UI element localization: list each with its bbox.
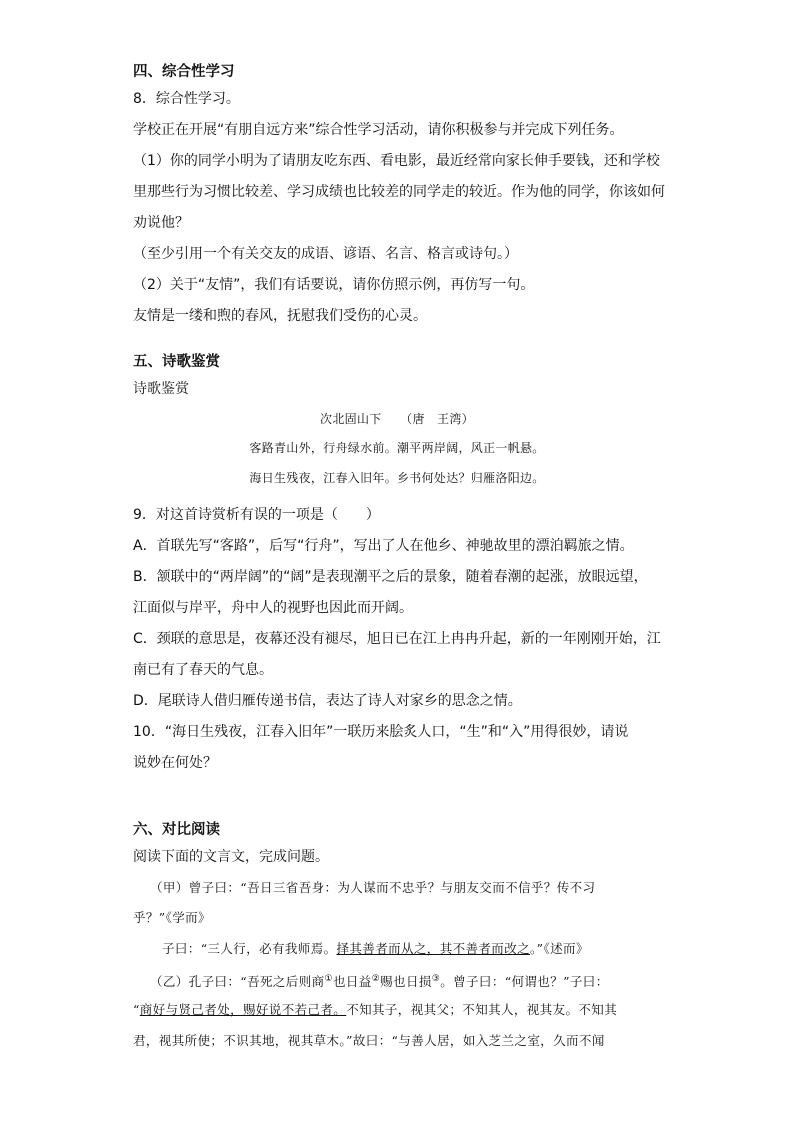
- question-8-title: 8．综合性学习。: [133, 91, 240, 107]
- passage-yi-line2: [133, 1000, 617, 1020]
- section-heading-4: 四、综合性学习: [133, 64, 235, 80]
- section6-intro: 阅读下面的文言文，完成问题。: [133, 849, 329, 865]
- question-10-line1: 10．“海日生残夜，江春入旧年”一联历来脍炙人口，“生”和“入”用得很妙，请说: [133, 724, 629, 740]
- q9-option-c-line1: C．颈联的意思是，夜幕还没有褪尽，旭日已在江上冉冉升起，新的一年刚刚开始，江: [133, 631, 661, 647]
- passage-yi-text-d: 。曾子曰：“何谓也？”子曰：: [440, 974, 609, 990]
- passage-yi-text-a: （乙）孔子曰：“吾死之后则商: [150, 974, 325, 990]
- q9-option-a: A．首联先写“客路”，后写“行舟”，写出了人在他乡、神驰故里的漂泊羁旅之情。: [133, 538, 634, 554]
- footnote-marker-3: ③: [431, 974, 441, 984]
- footnote-marker-2: ②: [371, 974, 381, 984]
- underlined-sentence-1: 择其善者而从之，其不善者而改之: [336, 941, 531, 956]
- q9-option-b-line2: 江面似与岸平，舟中人的视野也因此而开阔。: [133, 600, 413, 616]
- passage-jia-line2: 乎？”《学而》: [133, 910, 211, 925]
- passage-yi-text-b: 也日益: [332, 974, 372, 990]
- q9-option-d: D．尾联诗人借归雁传递书信，表达了诗人对家乡的思念之情。: [133, 693, 522, 709]
- passage-zi-text: 子曰：“三人行，必有我师焉。: [162, 941, 337, 956]
- q8-task1-line1: （1）你的同学小明为了请朋友吃东西、看电影，最近经常向家长伸手要钱，还和学校: [133, 153, 660, 169]
- q8-task1-line2: 里那些行为习惯比较差、学习成绩也比较差的同学走的较近。作为他的同学，你该如何: [133, 184, 665, 200]
- section5-subtitle: 诗歌鉴赏: [133, 381, 189, 397]
- passage-yi-line3: 君，视其所使；不识其地，视其草木。”故曰：“与善人居，如入芝兰之室，久而不闻: [133, 1033, 605, 1048]
- section-heading-5: 五、诗歌鉴赏: [133, 354, 220, 370]
- q8-example: 友情是一缕和煦的春风，抚慰我们受伤的心灵。: [133, 308, 427, 324]
- question-10-line2: 说妙在何处？: [133, 755, 217, 771]
- passage-zi-line: [162, 939, 589, 959]
- q9-option-b-line1: B．颔联中的“两岸阔”的“阔”是表现潮平之后的景象，随着春潮的起涨，放眼远望，: [133, 569, 648, 585]
- footnote-marker-1: ①: [324, 974, 333, 984]
- passage-yi-text-c: 赐也日损: [380, 974, 432, 990]
- passage-yi-line1: [150, 969, 609, 992]
- q9-option-c-line2: 南已有了春天的气息。: [133, 662, 273, 678]
- poem-line-2: 海日生残夜，江春入旧年。乡书何处达？归雁洛阳边。: [249, 471, 545, 485]
- underlined-sentence-2: 商好与贤己者处，赐好说不若己者。: [139, 1002, 347, 1017]
- q8-task1-line3: 劝说他？: [133, 215, 189, 231]
- passage-yi-text-e: 不知其子，视其父；不知其人，视其友。不知其: [346, 1002, 618, 1017]
- poem-title: 次北固山下 （唐 王湾）: [320, 412, 474, 426]
- poem-line-1: 客路青山外，行舟绿水前。潮平两岸阔，风正一帆悬。: [249, 441, 545, 455]
- section-heading-6: 六、对比阅读: [133, 822, 220, 838]
- passage-zi-source: 。”《述而》: [530, 941, 589, 956]
- q8-intro: 学校正在开展“有朋自远方来”综合性学习活动，请你积极参与并完成下列任务。: [133, 122, 624, 138]
- question-9: 9．对这首诗赏析有误的一项是（ ）: [133, 507, 380, 523]
- passage-jia-line1: （甲）曾子曰：“吾日三省吾身：为人谋而不忠乎？与朋友交而不信乎？传不习: [150, 880, 596, 895]
- quote-mark: “: [133, 1002, 140, 1017]
- q8-task2: （2）关于“友情”，我们有话要说，请你仿照示例，再仿写一句。: [133, 277, 535, 293]
- q8-task1-note: （至少引用一个有关交友的成语、谚语、名言、格言或诗句。）: [133, 246, 518, 262]
